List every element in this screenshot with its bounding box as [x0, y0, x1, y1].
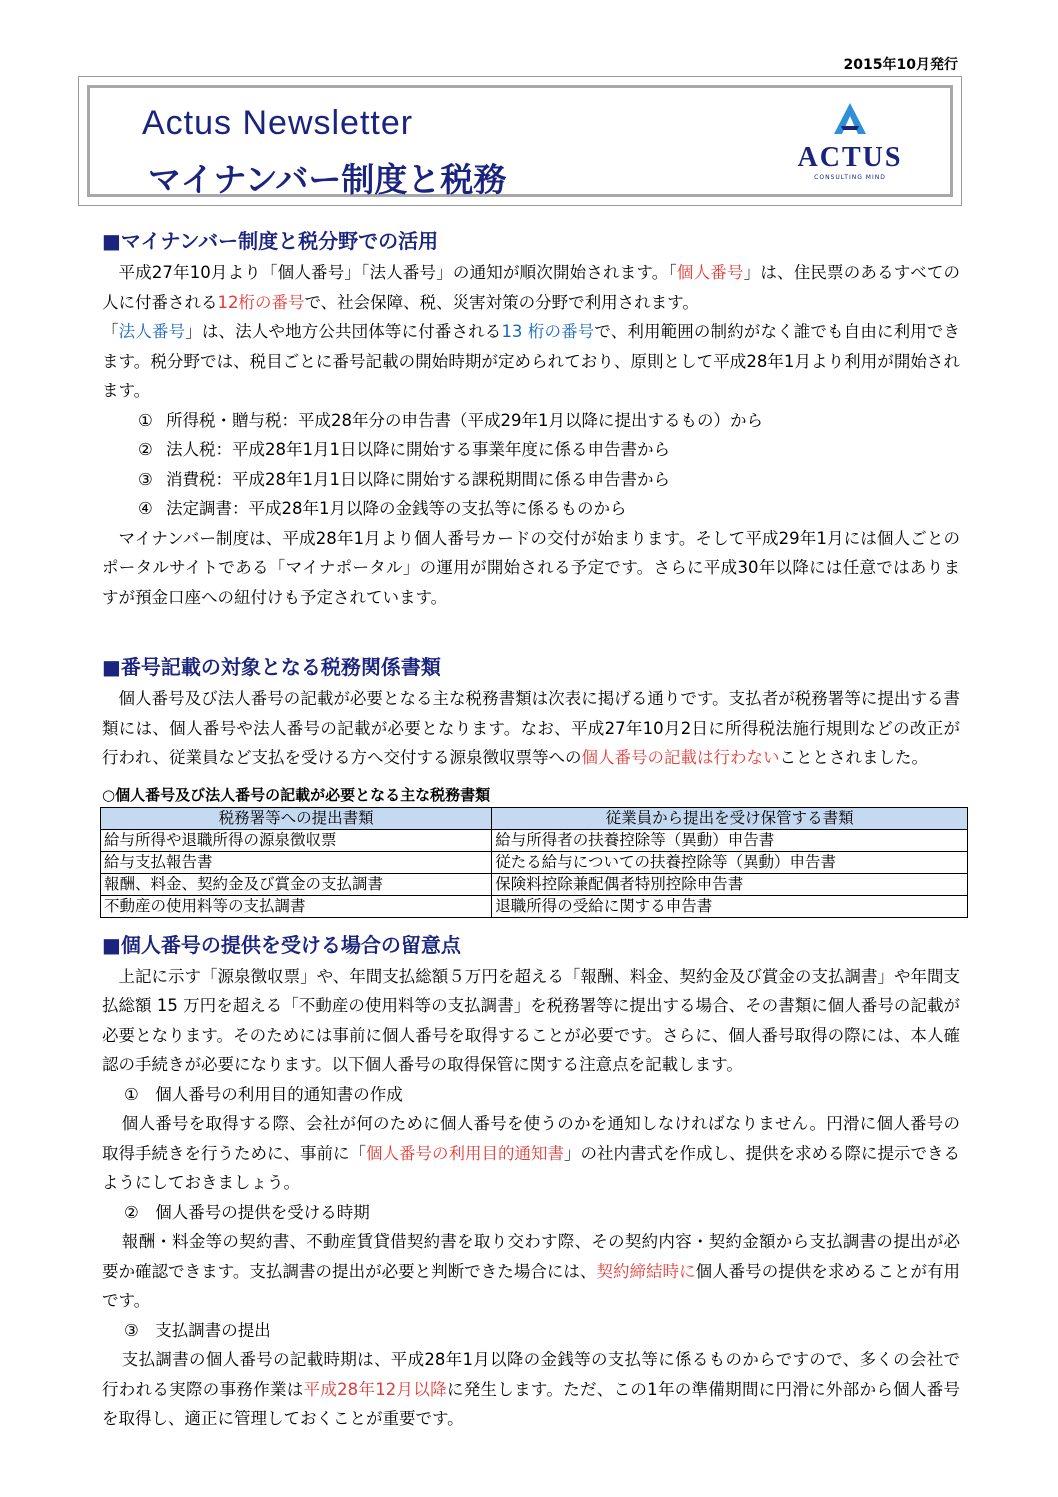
- section1-paragraph-1: [102, 258, 960, 317]
- text-run: 」は、法人や地方公共団体等に付番される: [185, 322, 502, 341]
- list-number: ③: [138, 469, 153, 489]
- highlight-red: 個人番号: [676, 263, 744, 282]
- table-cell: 給与所得者の扶養控除等（異動）申告書: [492, 829, 968, 851]
- actus-logo: [795, 100, 905, 196]
- highlight-red: 平成28年12月以降: [303, 1379, 447, 1399]
- highlight-red: 12桁の番号: [217, 292, 305, 312]
- text-run: に発生します。ただ、この1年の準備期間に円滑に外部から個人番号を取得し、適正に管理しておくことが重要です。: [102, 1379, 961, 1428]
- list-text: 法定調書：平成28年1月以降の金銭等の支払等に係るものから: [166, 499, 627, 518]
- table-cell: 給与所得や退職所得の源泉徴収票: [101, 829, 492, 851]
- highlight-blue: 法人番号: [118, 322, 186, 341]
- section1-heading: ■マイナンバー制度と税分野での活用: [102, 229, 439, 253]
- section3-heading: ■個人番号の提供を受ける場合の留意点: [102, 932, 461, 957]
- table-row: [101, 829, 968, 851]
- newsletter-header: [78, 76, 962, 206]
- table-cell: 退職所得の受給に関する申告書: [492, 895, 968, 917]
- subsection-1-title: ① 個人番号の利用目的通知書の作成: [124, 1084, 403, 1104]
- spacer: [102, 918, 960, 928]
- issue-date: 2015年10月発行: [843, 57, 958, 73]
- text-run: で、社会保障、税、災害対策の分野で利用されます。: [304, 292, 699, 312]
- text-run: 個人番号及び法人番号の記載が必要となる主な税務書類は次表に掲げる通りです。支払者が税務署等に提出する書類には、個人番号や法人番号の記載が必要となります。なお、平成27年10月2日に所得税法施行規則などの改正が行われ、従業員など支払を受ける方へ交付する源泉徴収票等への: [102, 689, 960, 767]
- list-item: [102, 465, 960, 495]
- newsletter-subtitle: マイナンバー制度と税務: [148, 160, 507, 199]
- table-caption: ○個人番号及び法人番号の記載が必要となる主な税務書類: [102, 785, 491, 804]
- actus-logo-mark-icon: [830, 100, 870, 140]
- highlight-red: 契約締結時に: [596, 1261, 696, 1281]
- section2-paragraph-1: [102, 684, 960, 773]
- newsletter-title: Actus Newsletter: [142, 104, 414, 142]
- table-cell: 不動産の使用料等の支払調書: [101, 895, 492, 917]
- section2-heading: ■番号記載の対象となる税務関係書類: [102, 655, 441, 679]
- section1-paragraph-3: マイナンバー制度は、平成28年1月より個人番号カードの交付が始まります。そして平成29年1月には個人ごとのポータルサイトである「マイナポータル」の運用が開始される予定です。さらに平成30年以降には任意ではありますが預金口座への紐付けも予定されています。: [102, 528, 960, 607]
- text-run: 個人番号を取得する際、会社が何のために個人番号を使うのかを通知しなければなりません。円滑に個人番号の取得手続きを行うために、事前に「: [102, 1114, 960, 1163]
- list-item: [102, 435, 960, 465]
- highlight-blue: 13 桁の番号: [501, 322, 595, 341]
- column-header: 税務署等への提出書類: [101, 807, 492, 829]
- text-run: 報酬・料金等の契約書、不動産賃貸借契約書を取り交わす際、その契約内容・契約金額から支払調書の提出が必要か確認できます。支払調書の提出が必要と判断できた場合には、: [102, 1232, 961, 1281]
- logo-tagline: CONSULTING MIND: [814, 174, 886, 181]
- section3-paragraph-1: 上記に示す「源泉徴収票」や、年間支払総額５万円を超える「報酬、料金、契約金及び賞金の支払調書」や年間支払総額 15 万円を超える「不動産の使用料等の支払調書」を税務署等に提出する場合、その書類に個人番号の記載が必要となります。そのためには事前に個人番号を取得することが必要です。さらに、個人番号取得の際には、本人確認の手続きが必要になります。以下個人番号の取得保管に関する注意点を記載します。: [102, 966, 960, 1074]
- text-run: 」は、住民票のあるすべての人に付番される: [102, 263, 961, 312]
- subsection-2-text: [102, 1227, 960, 1316]
- column-header: 従業員から提出を受け保管する書類: [492, 807, 968, 829]
- tax-start-list: [102, 406, 960, 524]
- text-run: 「: [102, 322, 119, 341]
- table-cell: 従たる給与についての扶養控除等（異動）申告書: [492, 851, 968, 873]
- section1-paragraph-2: [102, 317, 960, 406]
- logo-wordmark: ACTUS: [797, 142, 903, 173]
- article-body: [102, 224, 960, 1434]
- table-cell: 報酬、料金、契約金及び賞金の支払調書: [101, 873, 492, 895]
- tax-documents-table: [100, 807, 968, 918]
- subsection-1-text: [102, 1109, 960, 1198]
- text-run: 平成27年10月より「個人番号」「法人番号」の通知が順次開始されます。「: [118, 263, 677, 282]
- list-item: [102, 406, 960, 436]
- list-item: [102, 494, 960, 524]
- subsection-3-title: ③ 支払調書の提出: [124, 1320, 271, 1340]
- list-text: 法人税：平成28年1月1日以降に開始する事業年度に係る申告書から: [166, 440, 670, 459]
- header-frame: [87, 85, 953, 197]
- list-text: 所得税・贈与税：平成28年分の申告書（平成29年1月以降に提出するもの）から: [166, 410, 763, 430]
- list-text: 消費税：平成28年1月1日以降に開始する課税期間に係る申告書から: [166, 469, 670, 489]
- text-run: で、利用範囲の制約がなく誰でも自由に利用できます。税分野では、税目ごとに番号記載の開始時期が定められており、原則として平成28年1月より利用が開始されます。: [102, 322, 961, 400]
- text-run: 」の社内書式を作成し、提供を求める際に提示できるようにしておきましょう。: [102, 1143, 960, 1192]
- highlight-red: 個人番号の利用目的通知書: [366, 1143, 564, 1163]
- text-run: 支払調書の個人番号の記載時期は、平成28年1月以降の金銭等の支払等に係るものからですので、多くの会社で行われる実際の事務作業は: [102, 1350, 960, 1399]
- table-row: [101, 895, 968, 917]
- list-number: ②: [138, 440, 153, 459]
- table-header-row: [101, 807, 968, 829]
- subsection-2-title: ② 個人番号の提供を受ける時期: [124, 1202, 370, 1222]
- table-row: [101, 873, 968, 895]
- table-cell: 保険料控除兼配偶者特別控除申告書: [492, 873, 968, 895]
- text-run: 個人番号の提供を求めることが有用です。: [102, 1261, 960, 1310]
- list-number: ④: [138, 499, 153, 518]
- table-cell: 給与支払報告書: [101, 851, 492, 873]
- spacer: [102, 612, 960, 650]
- text-run: こととされました。: [779, 748, 928, 767]
- subsection-3-text: [102, 1345, 960, 1434]
- list-number: ①: [138, 410, 153, 430]
- table-row: [101, 851, 968, 873]
- highlight-red: 個人番号の記載は行わない: [581, 748, 780, 767]
